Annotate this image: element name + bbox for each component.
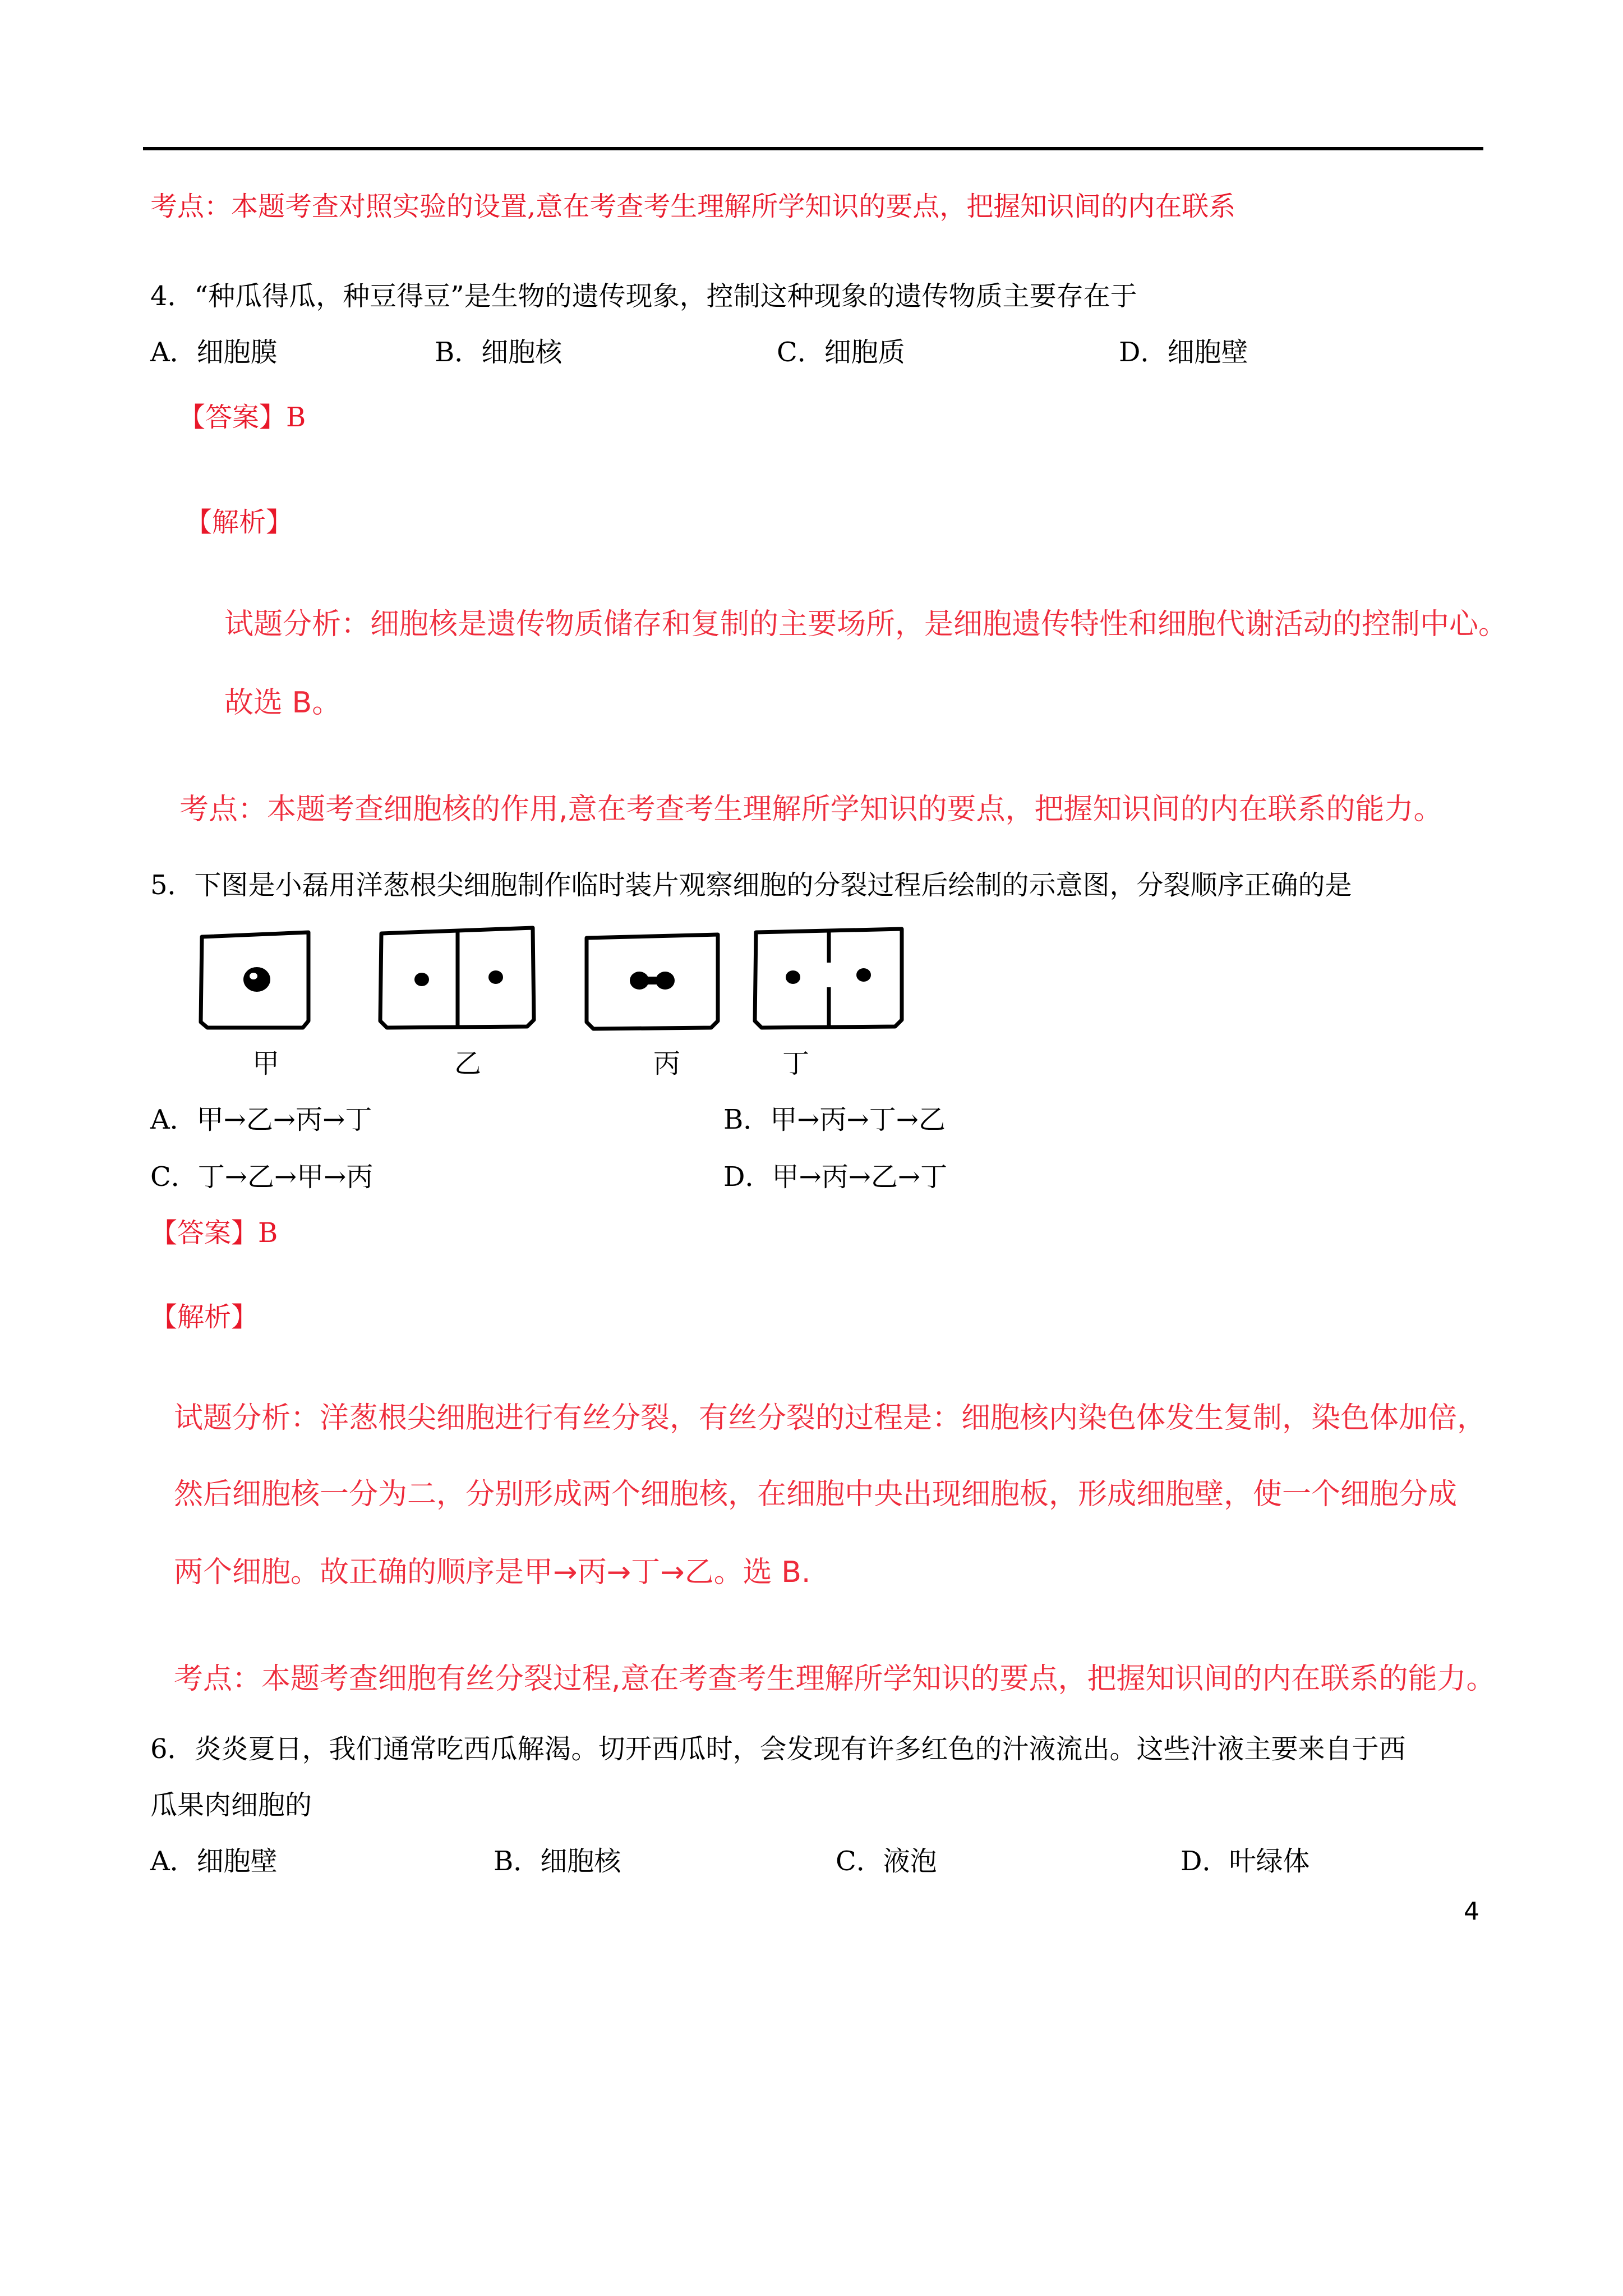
cell-division-figure [191,920,920,1038]
q5-analysis-line-1: 试题分析：洋葱根尖细胞进行有丝分裂，有丝分裂的过程是：细胞核内染色体发生复制，染色体加倍， [174,1401,1487,1435]
q4-analysis-line-1: 试题分析：细胞核是遗传物质储存和复制的主要场所，是细胞遗传特性和细胞代谢活动的控制中心。 [224,608,1508,641]
q6-option-a: A．细胞壁 [150,1846,278,1877]
q5-analysis-label: 【解析】 [150,1301,259,1333]
figure-label-jia: 甲 [252,1048,280,1079]
q5-option-a: A．甲→乙→丙→丁 [150,1104,372,1135]
q5-analysis-line-3: 两个细胞。故正确的顺序是甲→丙→丁→乙。选 B. [174,1556,811,1589]
q4-stem: 4．“种瓜得瓜，种豆得豆”是生物的遗传现象，控制这种现象的遗传物质主要存在于 [150,280,1137,312]
figure-label-bing: 丙 [653,1048,681,1079]
figure-label-ding: 丁 [782,1048,810,1079]
header-rule [143,147,1483,150]
q4-kaodian: 考点：本题考查细胞核的作用,意在考查考生理解所学知识的要点，把握知识间的内在联系的能力。 [179,793,1443,826]
q5-analysis-line-2: 然后细胞核一分为二，分别形成两个细胞核，在细胞中央出现细胞板，形成细胞壁，使一个细胞分成 [174,1478,1458,1511]
q5-option-c: C．丁→乙→甲→丙 [150,1161,374,1193]
q4-option-a: A．细胞膜 [150,337,278,368]
q6-stem-line-1: 6．炎炎夏日，我们通常吃西瓜解渴。切开西瓜时，会发现有许多红色的汁液流出。这些汁液主要来自于西 [150,1733,1406,1765]
q6-option-d: D．叶绿体 [1181,1846,1310,1877]
q4-option-c: C．细胞质 [777,337,905,368]
q4-option-d: D．细胞壁 [1119,337,1248,368]
q6-option-b: B．细胞核 [494,1846,621,1877]
figure-label-yi: 乙 [454,1048,482,1079]
page-number: 4 [1464,1897,1479,1926]
q6-stem-line-2: 瓜果肉细胞的 [150,1789,312,1821]
q5-option-d: D．甲→丙→乙→丁 [723,1161,948,1193]
q4-analysis-label: 【解析】 [185,507,293,538]
q5-answer: 【答案】B [150,1217,278,1249]
q6-option-c: C．液泡 [836,1846,937,1877]
q5-option-b: B．甲→丙→丁→乙 [723,1104,946,1135]
kaodian-previous: 考点：本题考查对照实验的设置,意在考查考生理解所学知识的要点，把握知识间的内在联系 [150,191,1236,222]
q4-option-b: B．细胞核 [435,337,562,368]
q4-answer: 【答案】B [178,402,306,433]
q5-kaodian: 考点：本题考查细胞有丝分裂过程,意在考查考生理解所学知识的要点，把握知识间的内在联系的能力。 [174,1662,1496,1696]
q4-analysis-line-2: 故选 B。 [224,686,342,720]
q5-stem: 5．下图是小磊用洋葱根尖细胞制作临时装片观察细胞的分裂过程后绘制的示意图，分裂顺序正确的是 [150,869,1352,901]
